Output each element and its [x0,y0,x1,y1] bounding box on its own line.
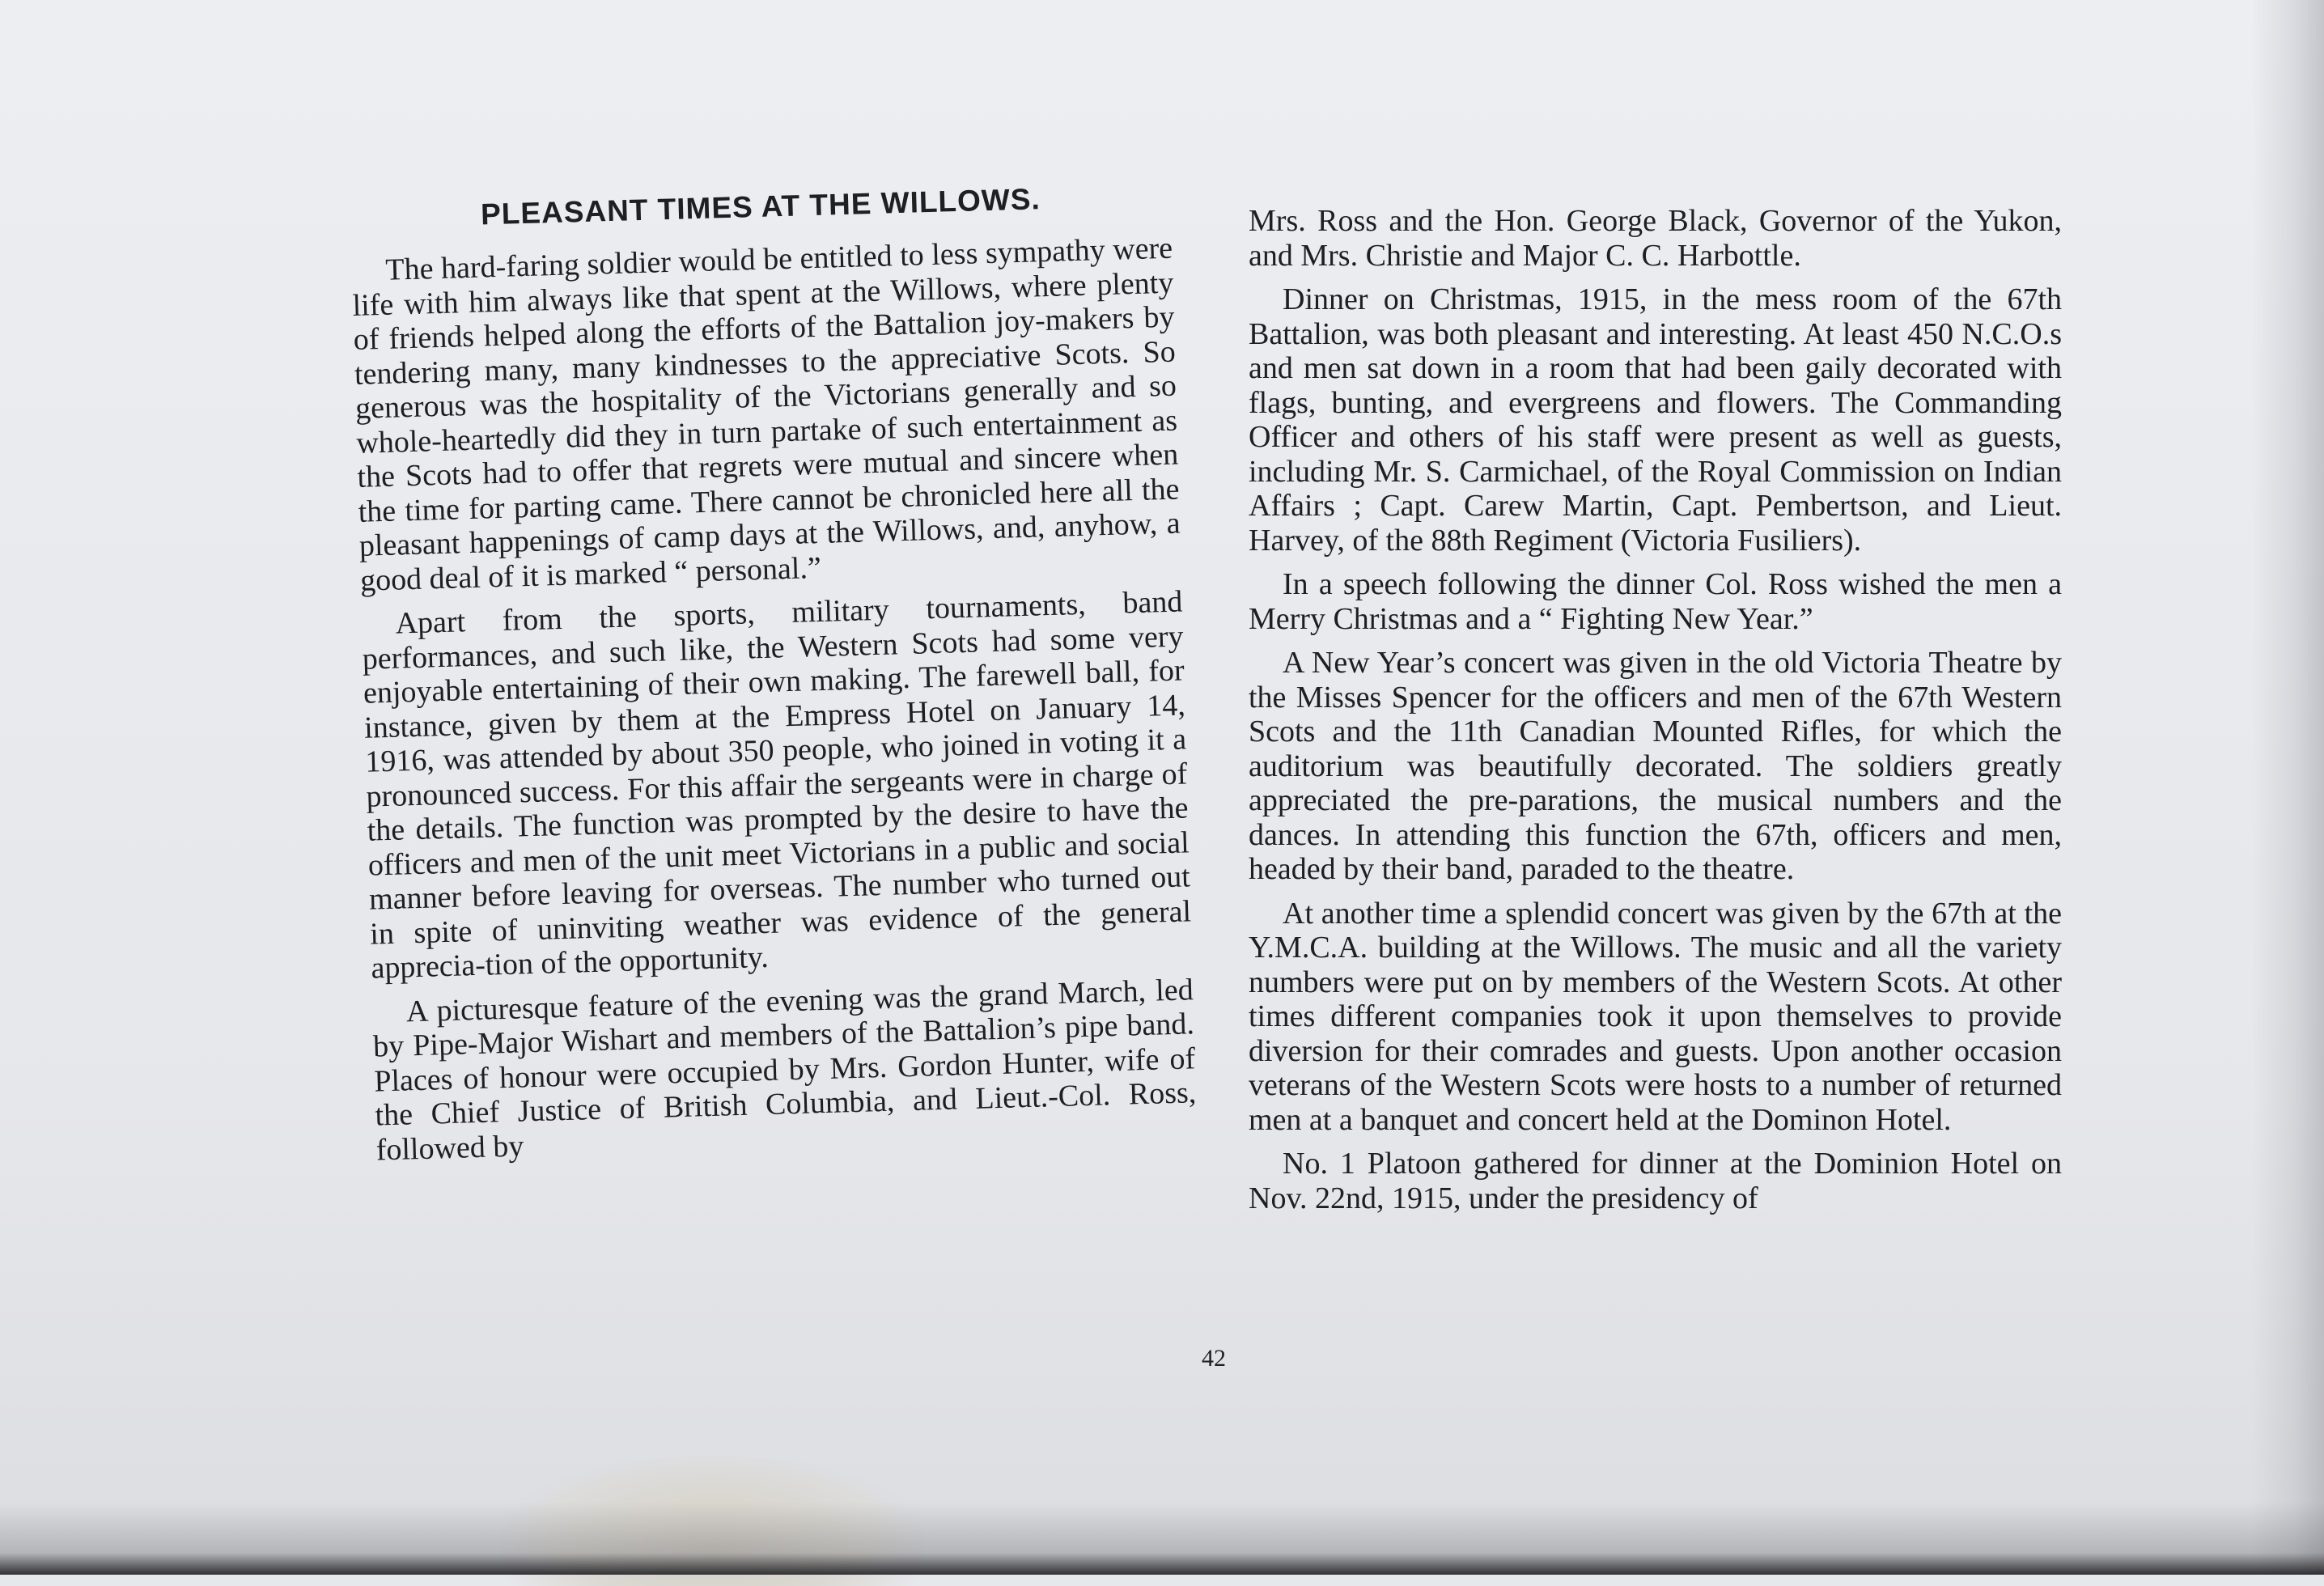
page-number: 42 [1202,1345,1226,1372]
article-heading: PLEASANT TIMES AT THE WILLOWS. [480,182,1041,231]
paragraph: Apart from the sports, military tournaments, band performances, and such like, the Western Scots had some very enjoyable entertaining of their own making. The farewell ball, for instance, given by them at the Empress Hotel on January 14, 1916, was attended by about 350 people, who joined in voting it a pronounced success. For this affair the sergeants were in charge of the details. The function was prompted by the desire to have the officers and men of the unit meet Victorians in a public and social manner before leaving for overseas. The number who turned out in spite of uninviting weather was evidence of the general apprecia-tion of the opportunity. [362,584,1192,986]
page-bottom-shadow [0,1502,2324,1575]
paragraph: No. 1 Platoon gathered for dinner at the Dominion Hotel on Nov. 22nd, 1915, under the presidency of [1249,1147,2062,1215]
paragraph: A New Year’s concert was given in the old Victoria Theatre by the Misses Spencer for the officers and men of the 67th Western Scots and the 11th Canadian Mounted Rifles, for which the auditorium was beautifully decorated. The soldiers greatly appreciated the pre-parations, the musical numbers and the dances. In attending this function the 67th, officers and men, headed by their band, paraded to the theatre. [1249,646,2062,886]
page-edge [2251,0,2324,1575]
paragraph: A picturesque feature of the evening was the grand March, led by Pipe-Major Wishart and members of the Battalion’s pipe band. Places of honour were occupied by Mrs. Gordon Hunter, wife of the Chief Justice of British Columbia, and Lieut.-Col. Ross, followed by [372,972,1197,1168]
paragraph: The hard-faring soldier would be entitled to less sympathy were life with him always like that spent at the Willows, where plenty of friends helped along the efforts of the Battalion joy-makers by tendering many, many kindnesses to the appreciative Scots. So generous was the hospitality of the Victorians generally and so whole-heartedly did they in turn partake of such entertainment as the Scots had to offer that regrets were mutual and sincere when the time for parting came. There cannot be chronicled here all the pleasant happenings of camp days at the Willows, and, anyhow, a good deal of it is marked “ personal.” [352,231,1181,598]
paragraph: Dinner on Christmas, 1915, in the mess room of the 67th Battalion, was both pleasant and interesting. At least 450 N.C.O.s and men sat down in a room that had been gaily decorated with flags, bunting, and evergreens and flowers. The Commanding Officer and others of his staff were present as well as guests, including Mr. S. Carmichael, of the Royal Commission on Indian Affairs ; Capt. Carew Martin, Capt. Pembertson, and Lieut. Harvey, of the 88th Regiment (Victoria Fusiliers). [1249,282,2062,558]
paragraph: At another time a splendid concert was given by the 67th at the Y.M.C.A. building at the Willows. The music and all the variety numbers were put on by members of the Western Scots. At other times different companies took it upon themselves to provide diversion for their comrades and guests. Upon another occasion veterans of the Western Scots were hosts to a number of returned men at a banquet and concert held at the Dominon Hotel. [1249,896,2062,1137]
left-column [350,178,1198,1177]
paragraph: Mrs. Ross and the Hon. George Black, Governor of the Yukon, and Mrs. Christie and Major C. C. Harbottle. [1249,204,2062,273]
paragraph: In a speech following the dinner Col. Ross wished the men a Merry Christmas and a “ Fighting New Year.” [1249,567,2062,636]
right-column [1249,204,2062,1225]
